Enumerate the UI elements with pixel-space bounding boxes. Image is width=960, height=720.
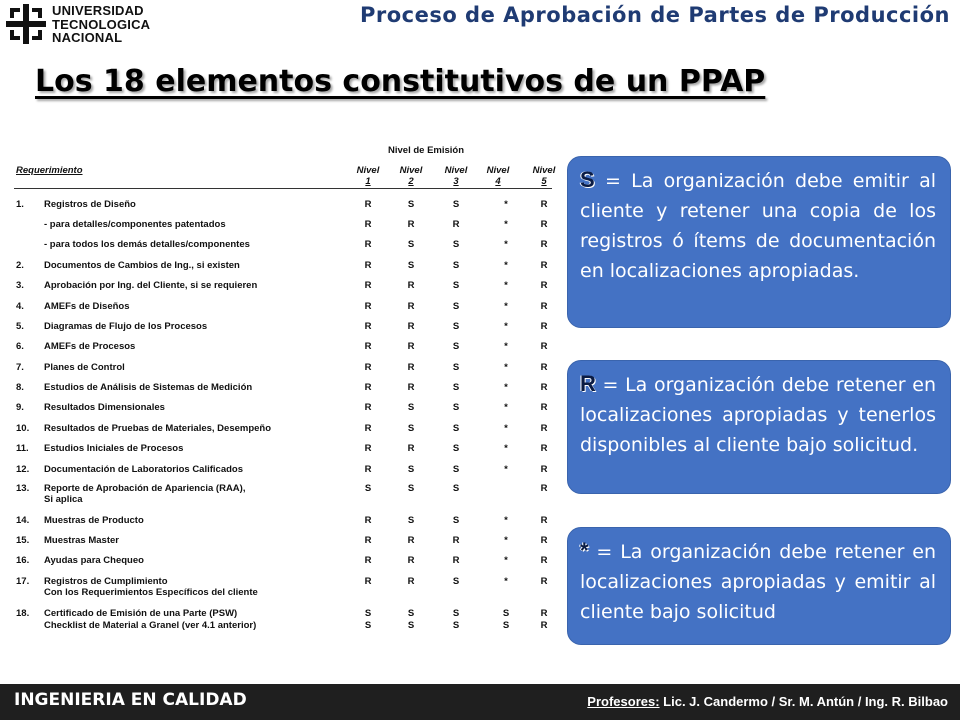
table-row: [14, 280, 554, 300]
level-4-value: *: [504, 301, 508, 312]
level-4-value: *: [504, 382, 508, 393]
level-1-value: S: [364, 483, 372, 494]
legend-key-r: R: [580, 371, 596, 396]
row-requirement: [44, 464, 243, 475]
level-1-value: R: [364, 219, 372, 230]
level-number: 5: [541, 176, 547, 187]
level-5-value: R: [540, 280, 548, 291]
level-4-value: *: [504, 443, 508, 454]
row-number: 17.: [16, 576, 30, 587]
level-4-value: *: [504, 239, 508, 250]
table-row: [14, 555, 554, 575]
table-row: [14, 515, 554, 535]
level-3-value: S: [452, 402, 460, 413]
table-row: [14, 620, 554, 640]
logo-wordmark: [52, 4, 150, 45]
requirement-text: AMEFs de Diseños: [44, 301, 130, 312]
legend-text-r: = La organización debe retener en localizaciones apropiadas y tenerlos disponibles al cliente bajo solicitud.: [580, 374, 936, 456]
level-2-value: R: [407, 341, 415, 352]
requirement-text-2: Con los Requerimientos Específicos del cliente: [44, 587, 258, 598]
level-2-value: S: [407, 515, 415, 526]
requirement-header: Requerimiento: [16, 165, 83, 176]
level-1-value: R: [364, 362, 372, 373]
row-requirement: [44, 620, 256, 631]
level-3-value: S: [452, 620, 460, 631]
level-5-value: R: [540, 382, 548, 393]
level-3-value: S: [452, 260, 460, 271]
level-label: Nivel: [532, 165, 556, 176]
level-5-value: R: [540, 608, 548, 619]
level-3-value: S: [452, 423, 460, 434]
legend-text-s: = La organización debe emitir al cliente y retener una copia de los registros ó ítems de documentación en localizaciones apropiadas.: [580, 170, 936, 282]
level-3-value: S: [452, 239, 460, 250]
level-4-value: *: [504, 402, 508, 413]
level-label: Nivel: [356, 165, 380, 176]
level-5-value: R: [540, 515, 548, 526]
level-1-value: R: [364, 555, 372, 566]
row-number: 7.: [16, 362, 24, 373]
level-2-value: R: [407, 382, 415, 393]
level-2-value: S: [407, 260, 415, 271]
requirement-text: Estudios de Análisis de Sistemas de Medición: [44, 382, 253, 393]
level-3-value: S: [452, 362, 460, 373]
level-1-value: R: [364, 402, 372, 413]
level-5-value: R: [540, 321, 548, 332]
table-row: [14, 402, 554, 422]
level-label: Nivel: [486, 165, 510, 176]
table-row: [14, 443, 554, 463]
level-3-value: S: [452, 280, 460, 291]
requirement-text: - para detalles/componentes patentados: [44, 219, 226, 230]
slide-title: Los 18 elementos constitutivos de un PPAP: [35, 64, 766, 99]
table-row: [14, 321, 554, 341]
table-row: [14, 483, 554, 503]
level-4-value: *: [504, 555, 508, 566]
table-row: [14, 423, 554, 443]
row-requirement: [44, 608, 237, 619]
level-5-value: R: [540, 239, 548, 250]
requirement-text: Reporte de Aprobación de Apariencia (RAA),: [44, 483, 246, 494]
requirement-text: Aprobación por Ing. del Cliente, si se requieren: [44, 280, 258, 291]
level-1-value: R: [364, 535, 372, 546]
level-2-value: R: [407, 362, 415, 373]
row-requirement: [44, 535, 119, 546]
row-number: 4.: [16, 301, 24, 312]
row-requirement: [44, 362, 125, 373]
level-3-value: S: [452, 199, 460, 210]
level-2-value: S: [407, 464, 415, 475]
row-number: 5.: [16, 321, 24, 332]
level-number: 3: [453, 176, 459, 187]
requirement-text: Resultados de Pruebas de Materiales, Desempeño: [44, 423, 272, 434]
requirement-text: Documentos de Cambios de Ing., si existen: [44, 260, 240, 271]
requirement-text: AMEFs de Procesos: [44, 341, 136, 352]
level-2-value: R: [407, 443, 415, 454]
requirement-text: Muestras Master: [44, 535, 119, 546]
level-4-value: *: [504, 199, 508, 210]
level-4-value: *: [504, 423, 508, 434]
footer-course: INGENIERIA EN CALIDAD: [14, 690, 247, 710]
utn-logo-icon: [6, 4, 46, 44]
level-5-value: R: [540, 362, 548, 373]
level-2-value: R: [407, 535, 415, 546]
table-row: [14, 576, 554, 596]
level-1-value: R: [364, 280, 372, 291]
level-label: Nivel: [399, 165, 423, 176]
row-requirement: [44, 321, 207, 332]
level-4-value: *: [504, 362, 508, 373]
requirement-text: Diagramas de Flujo de los Procesos: [44, 321, 208, 332]
level-2-value: S: [407, 483, 415, 494]
level-4-value: *: [504, 321, 508, 332]
table-row: [14, 464, 554, 484]
level-1-value: R: [364, 464, 372, 475]
row-requirement: [44, 443, 183, 454]
level-2-value: R: [407, 576, 415, 587]
level-2-value: S: [407, 620, 415, 631]
table-row: [14, 199, 554, 219]
level-2-value: S: [407, 199, 415, 210]
level-1-value: R: [364, 423, 372, 434]
level-5-value: R: [540, 301, 548, 312]
row-number: 18.: [16, 608, 30, 619]
level-3-value: S: [452, 515, 460, 526]
requirement-text: Estudios Iniciales de Procesos: [44, 443, 184, 454]
level-5-value: R: [540, 464, 548, 475]
level-header-5: [529, 165, 559, 187]
row-number: 8.: [16, 382, 24, 393]
level-number: 2: [408, 176, 414, 187]
level-5-value: R: [540, 260, 548, 271]
level-2-value: S: [407, 608, 415, 619]
level-3-value: R: [452, 219, 460, 230]
level-4-value: *: [504, 464, 508, 475]
level-1-value: R: [364, 199, 372, 210]
level-4-value: S: [502, 620, 510, 631]
table-row: [14, 535, 554, 555]
level-2-value: S: [407, 239, 415, 250]
requirement-text: Ayudas para Chequeo: [44, 555, 144, 566]
requirement-text: Certificado de Emisión de una Parte (PSW): [44, 608, 238, 619]
requirement-text: Checklist de Material a Granel (ver 4.1 anterior): [44, 620, 257, 631]
level-3-value: R: [452, 555, 460, 566]
legend-key-asterisk: *: [580, 538, 589, 563]
level-2-value: R: [407, 555, 415, 566]
row-requirement: [44, 515, 144, 526]
legend-text-asterisk: = La organización debe retener en localizaciones apropiadas y emitir al cliente bajo solicitud: [580, 541, 936, 623]
level-2-value: S: [407, 402, 415, 413]
level-4-value: *: [504, 515, 508, 526]
header-title: Proceso de Aprobación de Partes de Producción: [359, 3, 950, 27]
row-number: 16.: [16, 555, 30, 566]
requirement-text: - para todos los demás detalles/componentes: [44, 239, 250, 250]
row-number: 11.: [16, 443, 29, 454]
level-4-value: *: [504, 341, 508, 352]
level-3-value: S: [452, 608, 460, 619]
level-2-value: R: [407, 219, 415, 230]
level-header-2: [396, 165, 426, 187]
row-number: 10.: [16, 423, 30, 434]
level-5-value: R: [540, 199, 548, 210]
row-requirement: [44, 483, 245, 505]
level-5-value: R: [540, 443, 548, 454]
row-requirement: [44, 555, 144, 566]
row-requirement: [44, 423, 271, 434]
level-1-value: R: [364, 382, 372, 393]
row-number: 1.: [16, 199, 24, 210]
row-requirement: [44, 382, 252, 393]
table-row: [14, 239, 554, 259]
row-number: 2.: [16, 260, 24, 271]
level-1-value: R: [364, 341, 372, 352]
legend-box-s: [567, 156, 951, 328]
level-2-value: R: [407, 301, 415, 312]
row-number: 6.: [16, 341, 24, 352]
requirement-text: Documentación de Laboratorios Calificados: [44, 464, 244, 475]
professors-names: Lic. J. Candermo / Sr. M. Antún / Ing. R. Bilbao: [663, 694, 948, 709]
level-number: 4: [495, 176, 501, 187]
row-requirement: [44, 301, 130, 312]
logo-line-3: NACIONAL: [52, 30, 123, 45]
level-label: Nivel: [444, 165, 468, 176]
row-number: 13.: [16, 483, 30, 494]
requirement-text: Registros de Diseño: [44, 199, 136, 210]
table-row: [14, 301, 554, 321]
row-number: 12.: [16, 464, 30, 475]
level-1-value: R: [364, 239, 372, 250]
level-4-value: *: [504, 219, 508, 230]
row-requirement: [44, 239, 250, 250]
row-requirement: [44, 280, 257, 291]
header-divider: [14, 188, 552, 189]
footer-professors: [587, 694, 948, 709]
level-4-value: *: [504, 280, 508, 291]
level-1-value: R: [364, 576, 372, 587]
level-3-value: S: [452, 341, 460, 352]
row-requirement: [44, 402, 165, 413]
table-row: [14, 219, 554, 239]
legend-box-r: [567, 360, 951, 494]
logo-line-1: UNIVERSIDAD: [52, 3, 144, 18]
footer-bar: [0, 684, 960, 720]
table-row: [14, 362, 554, 382]
row-number: 15.: [16, 535, 30, 546]
level-3-value: S: [452, 576, 460, 587]
requirement-text: Registros de Cumplimiento: [44, 576, 168, 587]
level-1-value: R: [364, 321, 372, 332]
table-row: [14, 341, 554, 361]
level-3-value: R: [452, 535, 460, 546]
level-3-value: S: [452, 443, 460, 454]
row-requirement: [44, 199, 136, 210]
utn-logo: [6, 4, 166, 46]
level-1-value: S: [364, 608, 372, 619]
level-3-value: S: [452, 464, 460, 475]
row-requirement: [44, 260, 240, 271]
level-5-value: R: [540, 423, 548, 434]
level-5-value: R: [540, 576, 548, 587]
level-5-value: R: [540, 483, 548, 494]
level-1-value: R: [364, 301, 372, 312]
level-5-value: R: [540, 620, 548, 631]
level-3-value: S: [452, 382, 460, 393]
requirement-text: Muestras de Producto: [44, 515, 144, 526]
level-header-4: [483, 165, 513, 187]
table-row: [14, 382, 554, 402]
legend-key-s: S: [580, 167, 595, 192]
row-requirement: [44, 219, 226, 230]
level-1-value: R: [364, 443, 372, 454]
level-2-value: R: [407, 280, 415, 291]
requirement-text-2: Si aplica: [44, 494, 83, 505]
level-5-value: R: [540, 402, 548, 413]
row-number: 14.: [16, 515, 30, 526]
level-5-value: R: [540, 555, 548, 566]
level-4-value: *: [504, 260, 508, 271]
level-number: 1: [365, 176, 371, 187]
level-1-value: R: [364, 260, 372, 271]
logo-line-2: TECNOLOGICA: [52, 16, 151, 32]
level-1-value: R: [364, 515, 372, 526]
level-3-value: S: [452, 321, 460, 332]
legend-box-asterisk: [567, 527, 951, 645]
level-4-value: *: [504, 576, 508, 587]
level-header-3: [441, 165, 471, 187]
level-1-value: S: [364, 620, 372, 631]
level-2-value: S: [407, 423, 415, 434]
level-header-1: [353, 165, 383, 187]
level-3-value: S: [452, 483, 460, 494]
level-5-value: R: [540, 535, 548, 546]
row-requirement: [44, 341, 135, 352]
level-5-value: R: [540, 219, 548, 230]
level-2-value: R: [407, 321, 415, 332]
row-requirement: [44, 576, 258, 598]
requirement-text: Resultados Dimensionales: [44, 402, 165, 413]
level-4-value: S: [502, 608, 510, 619]
level-5-value: R: [540, 341, 548, 352]
professors-label: Profesores:: [587, 694, 660, 709]
requirement-text: Planes de Control: [44, 362, 125, 373]
level-3-value: S: [452, 301, 460, 312]
row-number: 3.: [16, 280, 24, 291]
level-4-value: *: [504, 535, 508, 546]
table-row: [14, 260, 554, 280]
row-number: 9.: [16, 402, 24, 413]
level-header: Nivel de Emisión: [388, 145, 465, 156]
